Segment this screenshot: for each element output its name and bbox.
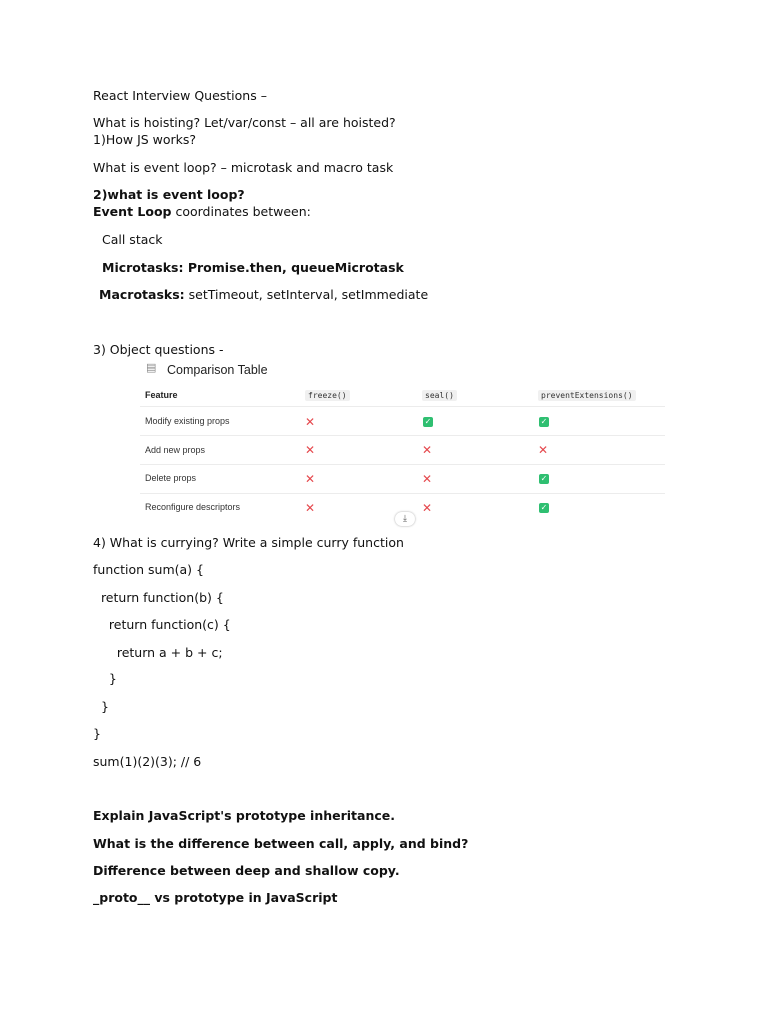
microtasks-item: Microtasks: Promise.then, queueMicrotask — [102, 260, 404, 275]
event-loop-description-rest: coordinates between: — [171, 204, 311, 219]
prototype-question: Explain JavaScript's prototype inheritance. — [93, 808, 395, 823]
deep-shallow-copy-question: Difference between deep and shallow copy. — [93, 863, 400, 878]
macrotasks-rest: setTimeout, setInterval, setImmediate — [184, 287, 429, 302]
cross-icon: ✕ — [422, 443, 433, 457]
cross-icon: ✕ — [538, 443, 549, 457]
code-line: } — [93, 699, 109, 714]
comparison-table — [140, 360, 670, 530]
header-freeze: freeze() — [305, 390, 350, 401]
check-icon: ✓ — [540, 474, 548, 483]
event-loop-heading: 2)what is event loop? — [93, 187, 245, 202]
code-line: return a + b + c; — [93, 645, 223, 660]
macrotasks-item — [99, 287, 428, 303]
event-loop-term: Event Loop — [93, 204, 172, 219]
macrotasks-term: Macrotasks: — [99, 287, 185, 302]
table-divider — [140, 435, 665, 436]
proto-vs-prototype-question: _proto__ vs prototype in JavaScript — [93, 890, 338, 905]
header-seal: seal() — [422, 390, 457, 401]
call-apply-bind-question: What is the difference between call, apply, and bind? — [93, 836, 469, 851]
document-icon: ▤ — [146, 361, 157, 374]
check-icon: ✓ — [540, 417, 548, 426]
cross-icon: ✕ — [422, 501, 433, 515]
header-feature: Feature — [145, 390, 178, 400]
check-icon: ✓ — [540, 503, 548, 512]
cross-icon: ✕ — [305, 501, 316, 515]
header-prevent-extensions: preventExtensions() — [538, 390, 636, 401]
check-icon: ✓ — [424, 417, 432, 426]
cross-icon: ✕ — [305, 472, 316, 486]
code-line: return function(b) { — [93, 590, 224, 605]
event-loop-description — [93, 204, 311, 220]
table-divider — [140, 406, 665, 407]
code-line: function sum(a) { — [93, 562, 204, 577]
comparison-table-title: Comparison Table — [167, 363, 268, 377]
cross-icon: ✕ — [305, 415, 316, 429]
table-row-feature: Delete props — [145, 473, 197, 483]
event-loop-short-question: What is event loop? – microtask and macro task — [93, 160, 394, 175]
table-row-feature: Modify existing props — [145, 416, 230, 426]
code-line: } — [93, 671, 117, 686]
how-js-works-question: 1)How JS works? — [93, 132, 197, 147]
cross-icon: ✕ — [305, 443, 316, 457]
cross-icon: ✕ — [422, 472, 433, 486]
hoisting-question: What is hoisting? Let/var/const – all are hoisted? — [93, 115, 396, 130]
table-row-feature: Reconfigure descriptors — [145, 502, 241, 512]
code-line: sum(1)(2)(3); // 6 — [93, 754, 202, 769]
table-divider — [140, 464, 665, 465]
code-line: } — [93, 726, 101, 741]
code-line: return function(c) { — [93, 617, 231, 632]
table-row-feature: Add new props — [145, 445, 206, 455]
table-divider — [140, 493, 665, 494]
call-stack-item: Call stack — [102, 232, 163, 247]
currying-question: 4) What is currying? Write a simple curry function — [93, 535, 404, 550]
page-title: React Interview Questions – — [93, 88, 267, 103]
scroll-down-icon[interactable]: ⤓ — [395, 512, 415, 526]
object-questions-heading: 3) Object questions - — [93, 342, 224, 357]
